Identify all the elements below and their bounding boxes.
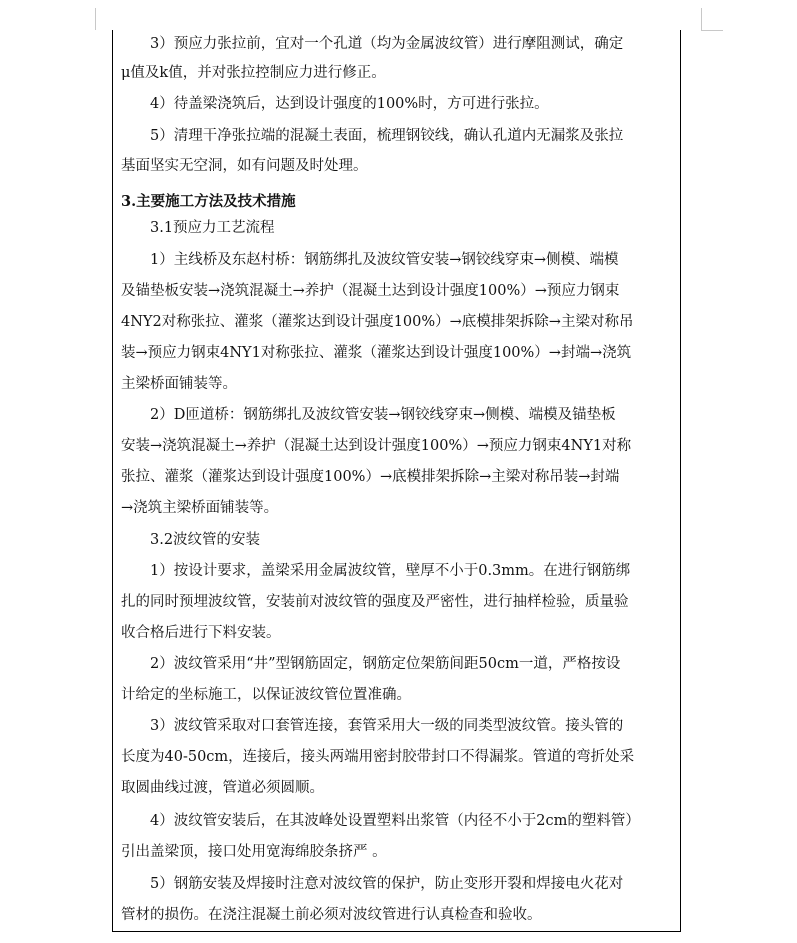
text-line: 5）钢筋安装及焊接时注意对波纹管的保护，防止变形开裂和焊接电火花对 <box>150 876 624 892</box>
text-line: 4）待盖梁浇筑后，达到设计强度的100%时，方可进行张拉。 <box>150 96 549 112</box>
section-heading: 3.主要施工方法及技术措施 <box>121 193 296 210</box>
crop-mark-top-left <box>95 8 96 30</box>
text-line: 2）波纹管采用“井”型钢筋固定，钢筋定位架筋间距50cm一道，严格按设 <box>150 656 621 672</box>
subsection-heading: 3.2波纹管的安装 <box>150 532 261 548</box>
text-line: μ值及k值，并对张拉控制应力进行修正。 <box>121 65 386 81</box>
text-line: 装→预应力钢束4NY1对称张拉、灌浆（灌浆达到设计强度100%）→封端→浇筑 <box>121 345 632 361</box>
text-line: 长度为40-50cm，连接后，接头两端用密封胶带封口不得漏浆。管道的弯折处采 <box>121 749 635 765</box>
text-line: 1）主线桥及东赵村桥：钢筋绑扎及波纹管安装→钢铰线穿束→侧模、端模 <box>150 252 619 268</box>
text-line: 计给定的坐标施工，以保证波纹管位置准确。 <box>121 687 411 703</box>
text-line: 张拉、灌浆（灌浆达到设计强度100%）→底模排架拆除→主梁对称吊装→封端 <box>121 469 620 485</box>
text-line: →浇筑主梁桥面铺装等。 <box>121 500 279 516</box>
text-line: 2）D匝道桥：钢筋绑扎及波纹管安装→钢铰线穿束→侧模、端模及锚垫板 <box>150 407 616 423</box>
text-line: 3）预应力张拉前，宜对一个孔道（均为金属波纹管）进行摩阻测试，确定 <box>150 36 624 52</box>
text-line: 扎的同时预埋波纹管，安装前对波纹管的强度及严密性，进行抽样检验，质量验 <box>121 594 629 610</box>
text-line: 取圆曲线过渡，管道必须圆顺。 <box>121 780 324 796</box>
text-line: 安装→浇筑混凝土→养护（混凝土达到设计强度100%）→预应力钢束4NY1对称 <box>121 438 632 454</box>
crop-mark-top-right-vertical <box>701 8 702 30</box>
text-line: 收合格后进行下料安装。 <box>121 625 281 641</box>
text-line: 基面坚实无空洞，如有问题及时处理。 <box>121 158 368 174</box>
text-line: 及锚垫板安装→浇筑混凝土→养护（混凝土达到设计强度100%）→预应力钢束 <box>121 283 620 299</box>
text-line: 引出盖梁顶，接口处用宽海绵胶条挤严 。 <box>121 844 387 860</box>
text-line: 4）波纹管安装后，在其波峰处设置塑料出浆管（内径不小于2cm的塑料管） <box>150 813 640 829</box>
text-line: 4NY2对称张拉、灌浆（灌浆达到设计强度100%）→底模排架拆除→主梁对称吊 <box>121 314 634 330</box>
subsection-heading: 3.1预应力工艺流程 <box>150 220 275 236</box>
text-line: 管材的损伤。在浇注混凝土前必须对波纹管进行认真检查和验收。 <box>121 907 542 923</box>
text-line: 5）清理干净张拉端的混凝土表面，梳理钢铰线，确认孔道内无漏浆及张拉 <box>150 128 624 144</box>
crop-mark-top-right-horizontal <box>701 30 723 31</box>
text-line: 1）按设计要求，盖梁采用金属波纹管，壁厚不小于0.3mm。在进行钢筋绑 <box>150 563 631 579</box>
text-line: 3）波纹管采取对口套管连接，套管采用大一级的同类型波纹管。接头管的 <box>150 718 624 734</box>
text-line: 主梁桥面铺装等。 <box>121 376 237 392</box>
